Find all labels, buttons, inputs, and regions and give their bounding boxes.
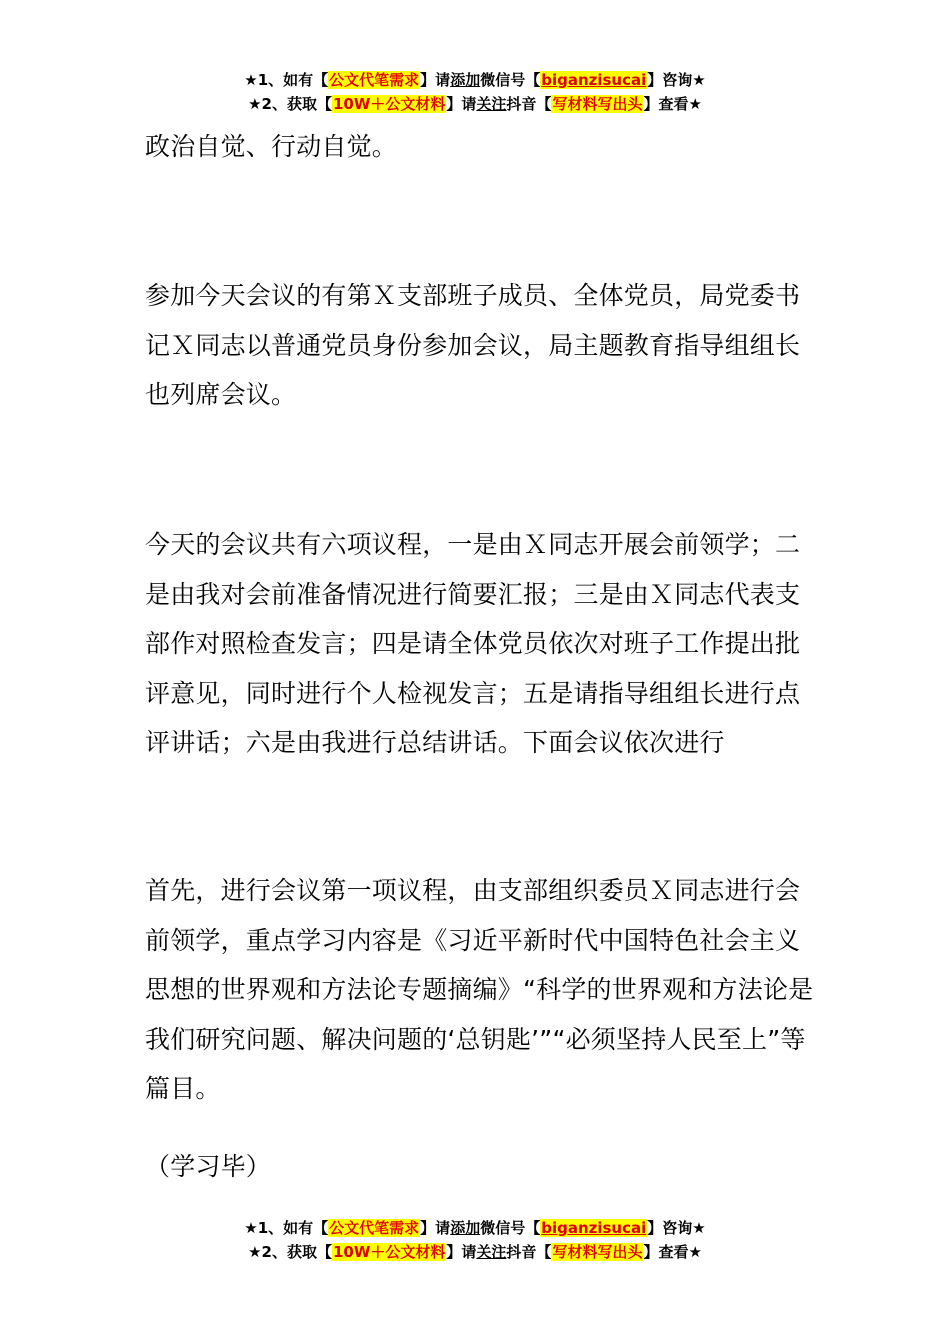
paragraph: （学习毕） — [145, 1152, 272, 1181]
banner-text: ★1、如有【 — [244, 1219, 329, 1237]
banner-text: 】请 — [446, 1243, 477, 1261]
banner-text: 】请 — [446, 95, 477, 113]
banner-highlight: 公文代笔需求 — [329, 1219, 420, 1237]
banner-text: 】咨询★ — [647, 1219, 706, 1237]
paragraph: 首先，进行会议第一项议程，由支部组织委员Ｘ同志进行会前领学，重点学习内容是《习近平新时代中国特色社会主义思想的世界观和方法论专题摘编》“科学的世界观和方法论是我们研究问题、解决问题的‘总钥匙’”“必须坚持人民至上”等篇目。 — [145, 876, 814, 1103]
banner-line-1 — [0, 1216, 950, 1240]
banner-text: ★2、获取【 — [248, 1243, 332, 1261]
banner-wechat-id: biganzisucai — [541, 1219, 647, 1237]
banner-highlight: 写材料写出头 — [552, 1243, 643, 1261]
banner-text: 】咨询★ — [647, 71, 706, 89]
banner-highlight: 10W＋公文材料 — [332, 95, 446, 113]
banner-text: 抖音【 — [506, 95, 552, 113]
banner-highlight: 写材料写出头 — [552, 95, 643, 113]
banner-text: 微信号【 — [480, 1219, 541, 1237]
banner-text: 抖音【 — [506, 1243, 552, 1261]
banner-text: 】请 — [420, 71, 451, 89]
banner-wechat-id: biganzisucai — [541, 71, 647, 89]
header-banner — [0, 68, 950, 116]
footer-banner — [0, 1216, 950, 1264]
banner-line-1 — [0, 68, 950, 92]
banner-text: 】请 — [420, 1219, 451, 1237]
banner-line-2 — [0, 92, 950, 116]
banner-text: ★1、如有【 — [244, 71, 329, 89]
banner-text: ★2、获取【 — [248, 95, 332, 113]
banner-text: 微信号【 — [480, 71, 541, 89]
paragraph: 今天的会议共有六项议程，一是由Ｘ同志开展会前领学；二是由我对会前准备情况进行简要汇报；三是由Ｘ同志代表支部作对照检查发言；四是请全体党员依次对班子工作提出批评意见，同时进行个人检视发言；五是请指导组组长进行点评讲话；六是由我进行总结讲话。下面会议依次进行 — [145, 530, 801, 757]
banner-text: 】查看★ — [643, 95, 702, 113]
banner-highlight: 公文代笔需求 — [329, 71, 420, 89]
paragraph: 政治自觉、行动自觉。 — [145, 132, 398, 161]
banner-highlight: 10W＋公文材料 — [332, 1243, 446, 1261]
paragraph: 参加今天会议的有第Ｘ支部班子成员、全体党员，局党委书记Ｘ同志以普通党员身份参加会议，局主题教育指导组组长也列席会议。 — [145, 281, 801, 409]
banner-underlined: 关注 — [476, 95, 507, 113]
banner-underlined: 添加 — [450, 1219, 481, 1237]
banner-underlined: 关注 — [476, 1243, 507, 1261]
banner-line-2 — [0, 1240, 950, 1264]
banner-text: 】查看★ — [643, 1243, 702, 1261]
banner-underlined: 添加 — [450, 71, 481, 89]
